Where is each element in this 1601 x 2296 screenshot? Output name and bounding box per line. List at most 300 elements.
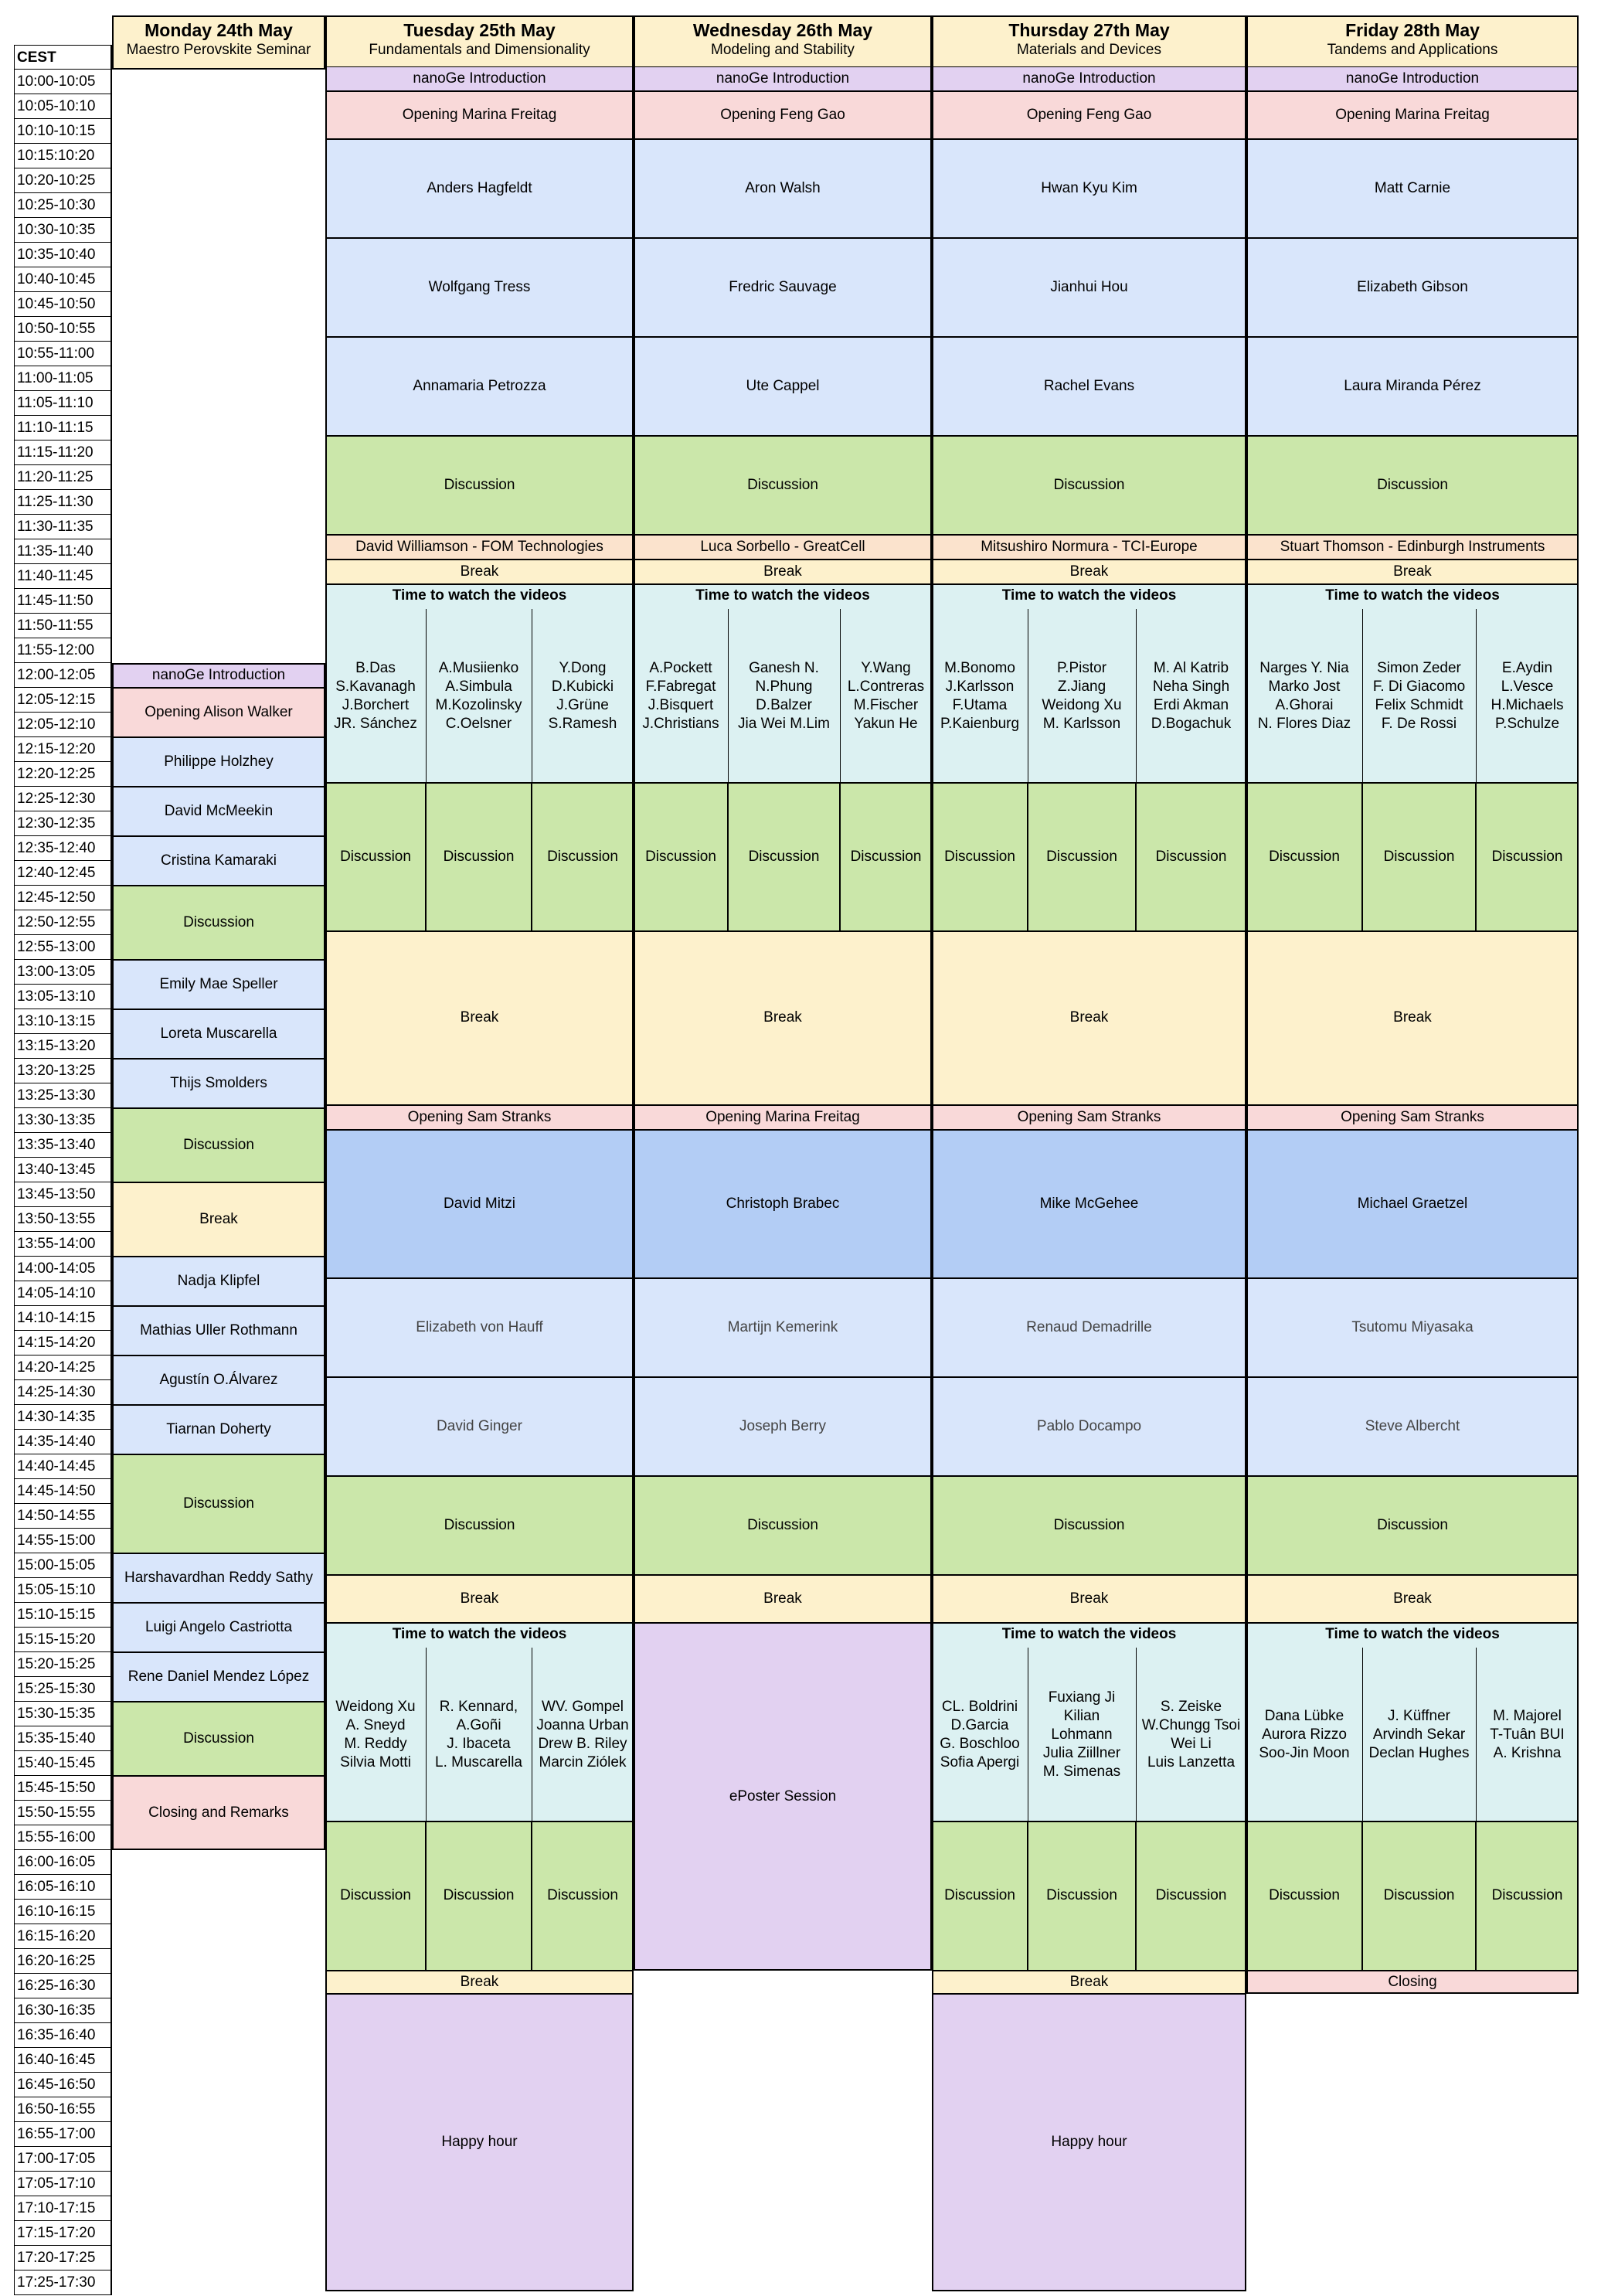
video-group	[1362, 1648, 1476, 1821]
time-slot-label: 13:05-13:10	[17, 988, 96, 1005]
session-block-label: Luigi Angelo Castriotta	[144, 1618, 293, 1635]
time-slot-label: 14:30-14:35	[17, 1409, 96, 1425]
discussion-block-label: Discussion	[1491, 1887, 1563, 1904]
video-panel-title: Time to watch the videos	[1325, 587, 1500, 604]
session-block-label: Tiarnan Doherty	[166, 1420, 271, 1437]
session-block	[112, 1059, 325, 1108]
discussion-block	[1476, 783, 1579, 931]
talk-block	[932, 139, 1246, 238]
discussion-block	[1028, 1821, 1136, 1971]
day-header	[325, 15, 634, 70]
time-slot-label: 14:15-14:20	[17, 1335, 96, 1351]
time-slot	[14, 1751, 112, 1776]
video-group	[1136, 1648, 1246, 1821]
day-subtitle: Modeling and Stability	[711, 42, 855, 58]
time-slot	[14, 886, 112, 910]
talk-block	[932, 1278, 1246, 1377]
discussion-block-label: Discussion	[1491, 848, 1563, 865]
session-block-label: Emily Mae Speller	[159, 975, 278, 992]
presenter-name: A.Ghorai	[1275, 696, 1334, 713]
discussion-block	[728, 783, 840, 931]
time-slot-label: 12:55-13:00	[17, 939, 96, 955]
video-divider	[1476, 609, 1477, 783]
presenter-name: P.Schulze	[1494, 715, 1560, 732]
discussion-block-label: Discussion	[443, 1887, 515, 1904]
session-block	[112, 787, 325, 836]
time-slot	[14, 935, 112, 960]
intro-block-label: nanoGe Introduction	[413, 70, 546, 87]
time-slot	[14, 366, 112, 391]
timezone-label	[14, 45, 112, 70]
time-slot-label: 11:00-11:05	[17, 370, 93, 386]
opening-block	[634, 1105, 932, 1130]
video-divider	[1362, 609, 1363, 783]
time-slot	[14, 960, 112, 985]
time-slot	[14, 1998, 112, 2023]
presenter-name: CL. Boldrini	[941, 1698, 1018, 1715]
session-block	[112, 886, 325, 960]
discussion-block-label: Discussion	[747, 1516, 818, 1533]
presenter-name: M. Reddy	[344, 1735, 407, 1752]
time-slot	[14, 1355, 112, 1380]
time-slot-label: 17:05-17:10	[17, 2175, 96, 2192]
time-slot-label: 13:25-13:30	[17, 1087, 96, 1104]
session-block	[112, 836, 325, 886]
talk-block-label: Aron Walsh	[745, 179, 821, 196]
discussion-block	[532, 1821, 634, 1971]
lunch-break-block	[634, 931, 932, 1105]
session-block-label: Discussion	[183, 1730, 254, 1747]
video-panel-title: Time to watch the videos	[392, 587, 567, 604]
discussion-block-label: Discussion	[444, 1516, 515, 1533]
video-panel-title: Time to watch the videos	[392, 1626, 567, 1642]
time-slot	[14, 1603, 112, 1628]
opening-block-label: Opening Feng Gao	[720, 106, 845, 123]
time-slot	[14, 1850, 112, 1875]
lunch-break-block	[932, 931, 1246, 1105]
time-slot	[14, 267, 112, 292]
break-block-label: Break	[1069, 1590, 1109, 1607]
happy-hour-block	[325, 1994, 634, 2291]
talk-block-label: Steve Albercht	[1365, 1417, 1460, 1434]
time-slot-label: 17:25-17:30	[17, 2274, 96, 2291]
time-slot	[14, 2023, 112, 2048]
presenter-name: Y.Wang	[861, 659, 911, 676]
presenter-name: S.Kavanagh	[335, 678, 416, 695]
session-block	[112, 1405, 325, 1454]
video-divider	[1136, 609, 1137, 783]
intro-block	[932, 66, 1246, 91]
opening-block	[1246, 1105, 1579, 1130]
session-block-label: Discussion	[183, 1495, 254, 1512]
opening-block-label: Opening Marina Freitag	[1335, 106, 1490, 123]
time-slot	[14, 787, 112, 811]
time-slot-label: 10:20-10:25	[17, 172, 96, 189]
time-slot	[14, 614, 112, 638]
time-slot	[14, 688, 112, 713]
opening-block-label: Opening Feng Gao	[1026, 106, 1152, 123]
sponsor-block-label: Luca Sorbello - GreatCell	[700, 538, 865, 555]
session-block	[112, 1553, 325, 1603]
video-divider	[1136, 1648, 1137, 1821]
talk-block-label: Fredric Sauvage	[729, 278, 837, 295]
timezone-text: CEST	[17, 49, 56, 66]
session-block	[112, 688, 325, 737]
session-block-label: David McMeekin	[164, 802, 274, 819]
time-slot-label: 13:50-13:55	[17, 1211, 96, 1227]
presenter-name: A. Sneyd	[345, 1716, 406, 1733]
break-block-label: Break	[460, 1973, 499, 1990]
presenter-name: D.Balzer	[756, 696, 812, 713]
discussion-block-label: Discussion	[1383, 848, 1455, 865]
time-slot	[14, 440, 112, 465]
session-block-label: Philippe Holzhey	[164, 753, 274, 770]
time-slot	[14, 910, 112, 935]
intro-block-label: nanoGe Introduction	[1022, 70, 1156, 87]
discussion-block	[932, 436, 1246, 535]
opening-block	[634, 91, 932, 139]
presenter-name: M. Al Katrib	[1153, 659, 1229, 676]
discussion-block-label: Discussion	[1383, 1887, 1455, 1904]
discussion-block	[325, 1476, 634, 1575]
video-group	[1476, 1648, 1579, 1821]
discussion-block-label: Discussion	[340, 1887, 411, 1904]
time-slot-label: 14:45-14:50	[17, 1483, 96, 1499]
time-slot-label: 15:20-15:25	[17, 1656, 96, 1672]
presenter-name: J. Küffner	[1388, 1707, 1450, 1724]
time-slot-label: 16:55-17:00	[17, 2126, 96, 2142]
time-slot-label: 10:05-10:10	[17, 98, 96, 114]
presenter-name: Luis Lanzetta	[1147, 1753, 1236, 1770]
talk-block	[932, 238, 1246, 337]
video-group	[325, 1648, 426, 1821]
presenter-name: Erdi Akman	[1153, 696, 1229, 713]
time-slot	[14, 1207, 112, 1232]
video-group	[532, 1648, 634, 1821]
session-block-label: Closing and Remarks	[148, 1804, 289, 1821]
presenter-name: Weidong Xu	[335, 1698, 416, 1715]
happy-hour-block	[932, 1994, 1246, 2291]
video-group	[532, 609, 634, 783]
break-block-label: Break	[1393, 563, 1432, 580]
discussion-block-label: Discussion	[340, 848, 411, 865]
time-slot-label: 14:50-14:55	[17, 1508, 96, 1524]
talk-block	[1246, 1377, 1579, 1476]
session-block	[112, 1776, 325, 1850]
video-group	[426, 1648, 532, 1821]
break-block	[932, 1575, 1246, 1623]
poster-session-block-label: ePoster Session	[729, 1787, 837, 1804]
video-divider	[426, 609, 427, 783]
talk-block	[932, 337, 1246, 436]
session-block-label: Opening Alison Walker	[144, 703, 293, 720]
time-slot-label: 14:40-14:45	[17, 1458, 96, 1475]
discussion-block	[634, 436, 932, 535]
time-slot-label: 13:30-13:35	[17, 1112, 96, 1128]
discussion-block-label: Discussion	[1046, 848, 1117, 865]
time-slot-label: 13:20-13:25	[17, 1063, 96, 1079]
sponsor-block	[325, 535, 634, 560]
talk-block-label: Ute Cappel	[746, 377, 820, 394]
opening-block-label: Opening Marina Freitag	[705, 1108, 860, 1125]
opening-block	[932, 1105, 1246, 1130]
presenter-name: Dana Lübke	[1264, 1707, 1344, 1724]
time-slot	[14, 1306, 112, 1331]
presenter-name: WV. Gompel	[542, 1698, 624, 1715]
discussion-block-label: Discussion	[748, 848, 820, 865]
presenter-name: R. Kennard,	[439, 1698, 518, 1715]
time-slot-label: 15:45-15:50	[17, 1780, 96, 1796]
time-slot	[14, 144, 112, 168]
time-slot	[14, 1529, 112, 1553]
time-slot-label: 11:30-11:35	[17, 519, 93, 535]
time-slot-label: 12:25-12:30	[17, 791, 96, 807]
time-slot-label: 14:05-14:10	[17, 1285, 96, 1301]
presenter-name: M.Kozolinsky	[435, 696, 522, 713]
presenter-name: S. Zeiske	[1160, 1698, 1222, 1715]
time-slot-label: 10:30-10:35	[17, 222, 96, 238]
time-slot	[14, 713, 112, 737]
video-divider	[840, 609, 841, 783]
lunch-break-block-label: Break	[460, 1009, 499, 1026]
time-slot	[14, 2221, 112, 2246]
sponsor-block-label: Stuart Thomson - Edinburgh Instruments	[1280, 538, 1545, 555]
session-block	[112, 1108, 325, 1182]
opening-block-label: Opening Sam Stranks	[1341, 1108, 1484, 1125]
presenter-name: W.Chungg Tsoi	[1141, 1716, 1241, 1733]
discussion-block-label: Discussion	[944, 848, 1015, 865]
time-slot-label: 16:30-16:35	[17, 2002, 96, 2019]
session-block-label: Rene Daniel Mendez López	[127, 1668, 310, 1685]
time-slot-label: 15:25-15:30	[17, 1681, 96, 1697]
session-block-label: Agustín O.Álvarez	[159, 1371, 278, 1388]
time-slot	[14, 292, 112, 317]
video-panel-title: Time to watch the videos	[1001, 587, 1177, 604]
day-header	[1246, 15, 1579, 70]
session-block-label: Discussion	[183, 913, 254, 930]
lunch-break-block	[325, 931, 634, 1105]
day-header	[932, 15, 1246, 70]
talk-block-label: Tsutomu Miyasaka	[1351, 1318, 1474, 1335]
break-block-label: Break	[1069, 563, 1109, 580]
presenter-name: L.Contreras	[847, 678, 925, 695]
time-slot-label: 16:20-16:25	[17, 1953, 96, 1969]
discussion-block	[1136, 1821, 1246, 1971]
discussion-block	[932, 783, 1028, 931]
time-slot-label: 10:45-10:50	[17, 296, 96, 312]
presenter-name: Joanna Urban	[536, 1716, 629, 1733]
presenter-name: F. Di Giacomo	[1372, 678, 1466, 695]
presenter-name: J. Ibaceta	[447, 1735, 511, 1752]
video-divider	[426, 1648, 427, 1821]
opening-block-label: Opening Sam Stranks	[1017, 1108, 1161, 1125]
lunch-break-block-label: Break	[1069, 1009, 1109, 1026]
time-slot-label: 10:55-11:00	[17, 345, 95, 362]
talk-block	[325, 337, 634, 436]
time-slot	[14, 2048, 112, 2073]
discussion-block	[1246, 436, 1579, 535]
discussion-block	[426, 1821, 532, 1971]
time-slot	[14, 515, 112, 539]
video-group	[1028, 609, 1136, 783]
break-block-label: Break	[1393, 1590, 1432, 1607]
discussion-block	[634, 783, 728, 931]
break-block	[325, 560, 634, 584]
presenter-name: C.Oelsner	[445, 715, 512, 732]
discussion-block	[325, 1821, 426, 1971]
session-block-label: Harshavardhan Reddy Sathy	[124, 1569, 313, 1586]
time-slot-label: 11:40-11:45	[17, 568, 93, 584]
presenter-name: Neha Singh	[1152, 678, 1230, 695]
break-block	[932, 1971, 1246, 1994]
presenter-name: Narges Y. Nia	[1259, 659, 1349, 676]
lunch-break-block-label: Break	[1393, 1009, 1432, 1026]
discussion-block	[840, 783, 932, 931]
time-slot-label: 12:30-12:35	[17, 815, 96, 832]
presenter-name: Kilian	[1063, 1707, 1100, 1724]
time-slot-label: 10:50-10:55	[17, 321, 96, 337]
time-slot	[14, 1974, 112, 1998]
talk-block-label: Wolfgang Tress	[428, 278, 531, 295]
talk-block	[1246, 1278, 1579, 1377]
day-subtitle: Materials and Devices	[1017, 42, 1161, 58]
break-block	[325, 1971, 634, 1994]
talk-block-label: Joseph Berry	[739, 1417, 826, 1434]
video-group	[1246, 1648, 1362, 1821]
presenter-name: J.Grüne	[556, 696, 609, 713]
time-slot	[14, 1801, 112, 1825]
time-slot-label: 13:35-13:40	[17, 1137, 96, 1153]
time-slot-label: 10:15:10:20	[17, 148, 95, 164]
time-slot-label: 11:25-11:30	[17, 494, 93, 510]
presenter-name: Ganesh N.	[749, 659, 819, 676]
talk-block-label: David Ginger	[437, 1417, 522, 1434]
time-slot-label: 13:55-14:00	[17, 1236, 96, 1252]
sponsor-block	[634, 535, 932, 560]
video-group	[1136, 609, 1246, 783]
session-block-label: Break	[199, 1210, 238, 1227]
talk-block-label: Renaud Demadrille	[1026, 1318, 1152, 1335]
day-subtitle: Fundamentals and Dimensionality	[369, 42, 590, 58]
presenter-name: A.Simbula	[445, 678, 512, 695]
video-group	[325, 609, 426, 783]
time-slot-label: 15:05-15:10	[17, 1582, 96, 1598]
intro-block	[1246, 66, 1579, 91]
presenter-name: G. Boschloo	[940, 1735, 1020, 1752]
presenter-name: F.Fabregat	[645, 678, 716, 695]
video-group	[932, 1648, 1028, 1821]
time-slot	[14, 2270, 112, 2295]
break-block	[1246, 1575, 1579, 1623]
time-slot-label: 16:00-16:05	[17, 1854, 96, 1870]
break-block	[634, 560, 932, 584]
time-slot-label: 13:45-13:50	[17, 1186, 96, 1202]
keynote-block	[634, 1130, 932, 1278]
talk-block	[1246, 337, 1579, 436]
time-slot	[14, 168, 112, 193]
break-block-label: Break	[763, 563, 802, 580]
session-block-label: Loreta Muscarella	[160, 1025, 277, 1042]
discussion-block	[1246, 1476, 1579, 1575]
time-slot-label: 16:40-16:45	[17, 2052, 96, 2068]
talk-block	[932, 1377, 1246, 1476]
talk-block-label: Martijn Kemerink	[727, 1318, 838, 1335]
time-slot-label: 11:20-11:25	[17, 469, 93, 485]
time-slot	[14, 1776, 112, 1801]
opening-block	[932, 91, 1246, 139]
discussion-block	[426, 783, 532, 931]
time-slot	[14, 1726, 112, 1751]
time-slot-label: 16:45-16:50	[17, 2077, 96, 2093]
session-block	[112, 1603, 325, 1652]
video-divider	[728, 609, 729, 783]
time-slot-label: 12:40-12:45	[17, 865, 96, 881]
talk-block-label: Hwan Kyu Kim	[1041, 179, 1137, 196]
presenter-name: Simon Zeder	[1377, 659, 1461, 676]
keynote-block	[325, 1130, 634, 1278]
presenter-name: Silvia Motti	[340, 1753, 411, 1770]
discussion-block-label: Discussion	[1377, 1516, 1448, 1533]
time-slot	[14, 663, 112, 688]
time-slot	[14, 2246, 112, 2270]
discussion-block-label: Discussion	[1269, 848, 1340, 865]
presenter-name: F. De Rossi	[1381, 715, 1457, 732]
video-group	[634, 609, 728, 783]
talk-block-label: Elizabeth von Hauff	[416, 1318, 543, 1335]
closing-block-label: Closing	[1388, 1973, 1437, 1990]
time-slot-label: 10:10-10:15	[17, 123, 96, 139]
time-slot	[14, 1232, 112, 1257]
time-slot	[14, 416, 112, 440]
talk-block	[325, 139, 634, 238]
presenter-name: J.Karlsson	[945, 678, 1015, 695]
closing-block	[1246, 1971, 1579, 1994]
presenter-name: Yakun He	[854, 715, 918, 732]
session-block	[112, 1182, 325, 1257]
time-slot-label: 17:20-17:25	[17, 2250, 96, 2266]
presenter-name: Declan Hughes	[1368, 1744, 1470, 1761]
time-slot	[14, 2147, 112, 2172]
time-slot-label: 11:55-12:00	[17, 642, 95, 658]
keynote-block-label: Christoph Brabec	[726, 1195, 840, 1212]
session-block	[112, 663, 325, 688]
video-panel-title: Time to watch the videos	[1001, 1626, 1177, 1642]
presenter-name: P.Kaienburg	[940, 715, 1020, 732]
discussion-block-label: Discussion	[850, 848, 922, 865]
discussion-block-label: Discussion	[443, 848, 515, 865]
time-slot	[14, 539, 112, 564]
talk-block	[1246, 139, 1579, 238]
time-slot	[14, 1059, 112, 1083]
presenter-name: A. Krishna	[1493, 1744, 1562, 1761]
discussion-block	[1246, 1821, 1362, 1971]
session-block	[112, 1009, 325, 1059]
time-slot	[14, 465, 112, 490]
presenter-name: F.Utama	[952, 696, 1008, 713]
talk-block	[325, 1278, 634, 1377]
time-slot	[14, 1677, 112, 1702]
time-slot-label: 14:35-14:40	[17, 1434, 96, 1450]
time-slot	[14, 762, 112, 787]
talk-block-label: Matt Carnie	[1374, 179, 1451, 196]
time-slot	[14, 1578, 112, 1603]
talk-block-label: Annamaria Petrozza	[413, 377, 546, 394]
presenter-name: L.Vesce	[1501, 678, 1554, 695]
presenter-name: P.Pistor	[1056, 659, 1107, 676]
opening-block-label: Opening Marina Freitag	[402, 106, 557, 123]
time-slot-label: 12:35-12:40	[17, 840, 96, 856]
discussion-block	[1136, 783, 1246, 931]
